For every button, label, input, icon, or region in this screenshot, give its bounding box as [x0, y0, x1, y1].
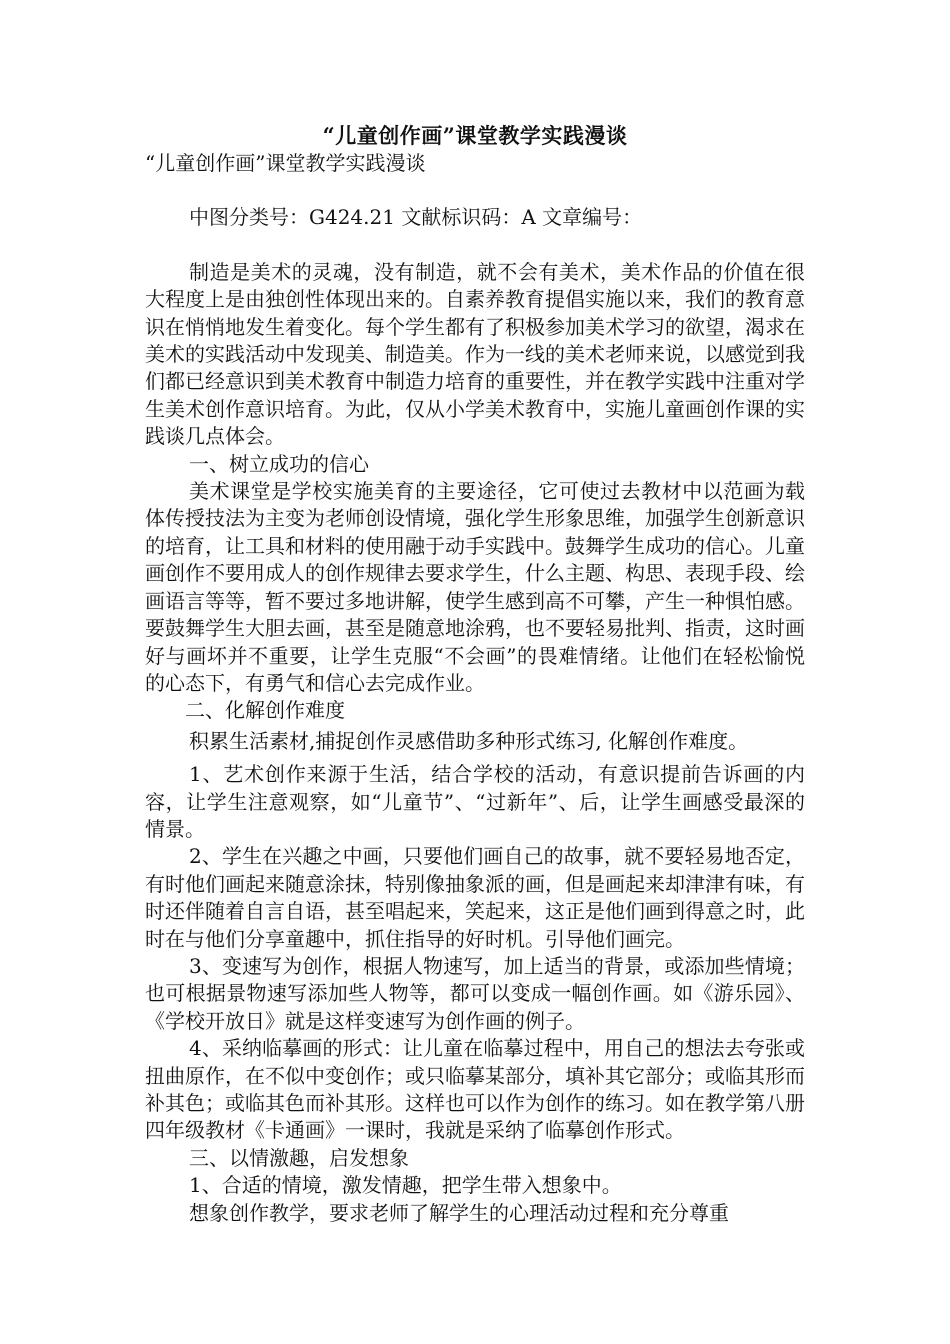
paragraph-section-2-lead: 积累生活素材,捕捉创作灵感借助多种形式练习, 化解创作难度。 [189, 728, 749, 753]
paragraph-intro: 制造是美术的灵魂，没有制造，就不会有美术，美术作品的价值在很大程度上是由独创性体现出来的。自素养教育提倡实施以来，我们的教育意识在悄悄地发生着变化。每个学生都有了积极参加美术学习的欲望，渴求在美术的实践活动中发现美、制造美。作为一线的美术老师来说，以感觉到我们都已经意识到美术教育中制造力培育的重要性，并在教学实践中注重对学生美术创作意识培育。为此，仅从小学美术教育中，实施儿童画创作课的实践谈几点体会。 [145, 259, 805, 449]
section-heading-3: 三、以情激趣，启发想象 [189, 1145, 409, 1170]
classification-line: 中图分类号：G424.21 文献标识码：A 文章编号： [189, 205, 643, 230]
list-item-2: 2、学生在兴趣之中画，只要他们画自己的故事，就不要轻易地否定，有时他们画起来随意涂抹，特别像抽象派的画，但是画起来却津津有味，有时还伴随着自言自语，甚至唱起来，笑起来，这正是他们画到得意之时，此时在与他们分享童趣中，抓住指导的好时机。引导他们画完。 [145, 844, 805, 951]
list-item-1: 1、艺术创作来源于生活，结合学校的活动，有意识提前告诉画的内容，让学生注意观察，如“儿童节”、“过新年”、后，让学生画感受最深的情景。 [145, 762, 805, 841]
list-item-4: 4、采纳临摹画的形式：让儿童在临摹过程中，用自己的想法去夸张或扭曲原作，在不似中变创作；或只临摹某部分，填补其它部分；或临其形而补其色；或临其色而补其形。这样也可以作为创作的练习。如在教学第八册四年级教材《卡通画》一课时，我就是采纳了临摹创作形式。 [145, 1036, 805, 1143]
list-item-3: 3、变速写为创作，根据人物速写，加上适当的背景，或添加些情境；也可根据景物速写添加些人物等，都可以变成一幅创作画。如《游乐园》、《学校开放日》就是这样变速写为创作画的例子。 [145, 953, 805, 1033]
document-title: “儿童创作画”课堂教学实践漫谈 [322, 123, 628, 148]
section-heading-2: 二、化解创作难度 [185, 698, 345, 723]
document-subtitle: “儿童创作画”课堂教学实践漫谈 [145, 151, 426, 175]
list-item-5: 1、合适的情境，激发情趣，把学生带入想象中。 [189, 1173, 622, 1198]
document-body [145, 150, 805, 1227]
paragraph-section-1: 美术课堂是学校实施美育的主要途径，它可使过去教材中以范画为载体传授技法为主变为老师创设情境，强化学生形象思维，加强学生创新意识的培育，让工具和材料的使用融于动手实践中。鼓舞学生成功的信心。儿童画创作不要用成人的创作规律去要求学生，什么主题、构思、表现手段、绘画语言等等，暂不要过多地讲解，使学生感到高不可攀，产生一种惧怕感。要鼓舞学生大胆去画，甚至是随意地涂鸦，也不要轻易批判、指责，这时画好与画坏并不重要，让学生克服“不会画”的畏难情绪。让他们在轻松愉悦的心态下，有勇气和信心去完成作业。 [145, 479, 805, 695]
section-heading-1: 一、树立成功的信心 [189, 451, 369, 476]
paragraph-section-3: 想象创作教学，要求老师了解学生的心理活动过程和充分尊重 [189, 1200, 729, 1225]
